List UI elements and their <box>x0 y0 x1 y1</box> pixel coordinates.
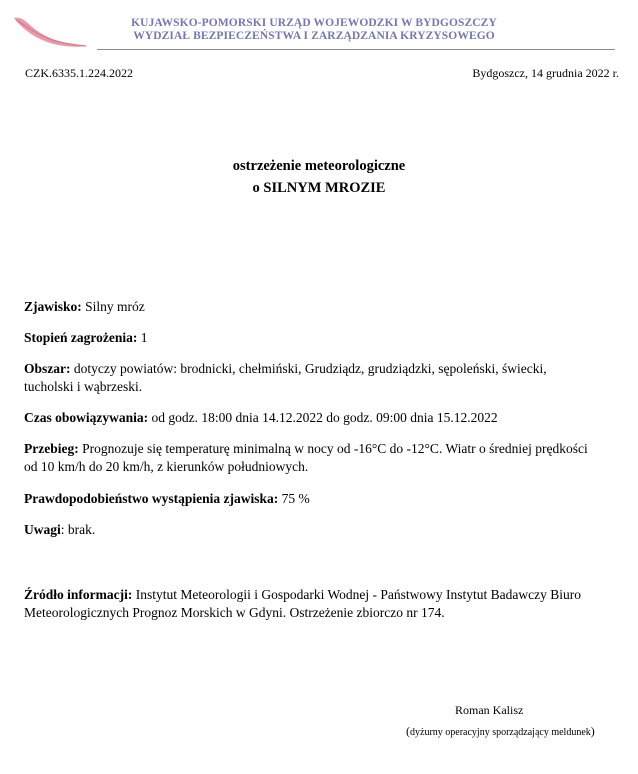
field-course <box>24 440 596 476</box>
signatory-name: Roman Kalisz <box>455 703 524 717</box>
field-source <box>24 586 596 622</box>
field-remarks <box>24 521 596 539</box>
place-and-date: Bydgoszcz, 14 grudnia 2022 r. <box>472 66 619 80</box>
header-department-name: WYDZIAŁ BEZPIECZEŃSTWA I ZARZĄDZANIA KRYZYSOWEGO <box>133 30 495 42</box>
field-label: Prawdopodobieństwo wystąpienia zjawiska: <box>24 491 279 506</box>
pink-brush-stroke-logo-icon <box>12 12 92 52</box>
field-value: dotyczy powiatów: brodnicki, chełmiński, Grudziądz, grudziądzki, sępoleński, świecki, tucholski i wąbrzeski. <box>24 361 547 394</box>
field-value: Prognozuje się temperaturę minimalną w nocy od -16°C do -12°C. Wiatr o średniej prędkości od 10 km/h do 20 km/h, z kierunków południowych. <box>24 441 588 474</box>
reference-number: CZK.6335.1.224.2022 <box>25 66 133 80</box>
field-label: Zjawisko: <box>24 299 82 314</box>
signatory-role: (dyżurny operacyjny sporządzający meldunek) <box>406 724 595 738</box>
signatory-role-text: dyżurny operacyjny sporządzający meldunek <box>410 727 591 738</box>
field-value: 1 <box>137 330 148 345</box>
header-divider <box>97 49 615 50</box>
header-office-name: KUJAWSKO-POMORSKI URZĄD WOJEWODZKI W BYDGOSZCZY <box>131 17 497 29</box>
field-label: Uwagi <box>24 522 61 537</box>
field-value: Silny mróz <box>81 299 145 314</box>
field-label: Przebieg: <box>24 441 79 456</box>
field-threat-level <box>24 329 596 347</box>
field-label: Czas obowiązywania: <box>24 410 149 425</box>
field-value: : brak. <box>60 522 96 537</box>
field-value: od godz. 18:00 dnia 14.12.2022 do godz. 09:00 dnia 15.12.2022 <box>148 410 498 425</box>
field-value: Instytut Meteorologii i Gospodarki Wodnej - Państwowy Instytut Badawczy Biuro Meteorologicznych Prognoz Morskich w Gdyni. Ostrzeżenie zbiorczo nr 174. <box>24 587 581 620</box>
field-value: 75 % <box>278 491 310 506</box>
field-label: Stopień zagrożenia: <box>24 330 138 345</box>
field-label: Obszar: <box>24 361 71 376</box>
field-phenomenon <box>24 298 596 316</box>
field-area <box>24 360 596 396</box>
field-validity-time <box>24 409 596 427</box>
field-probability <box>24 490 596 508</box>
field-label: Źródło informacji: <box>24 587 133 602</box>
document-subtitle: o SILNYM MROZIE <box>252 180 386 196</box>
document-title: ostrzeżenie meteorologiczne <box>232 158 406 174</box>
